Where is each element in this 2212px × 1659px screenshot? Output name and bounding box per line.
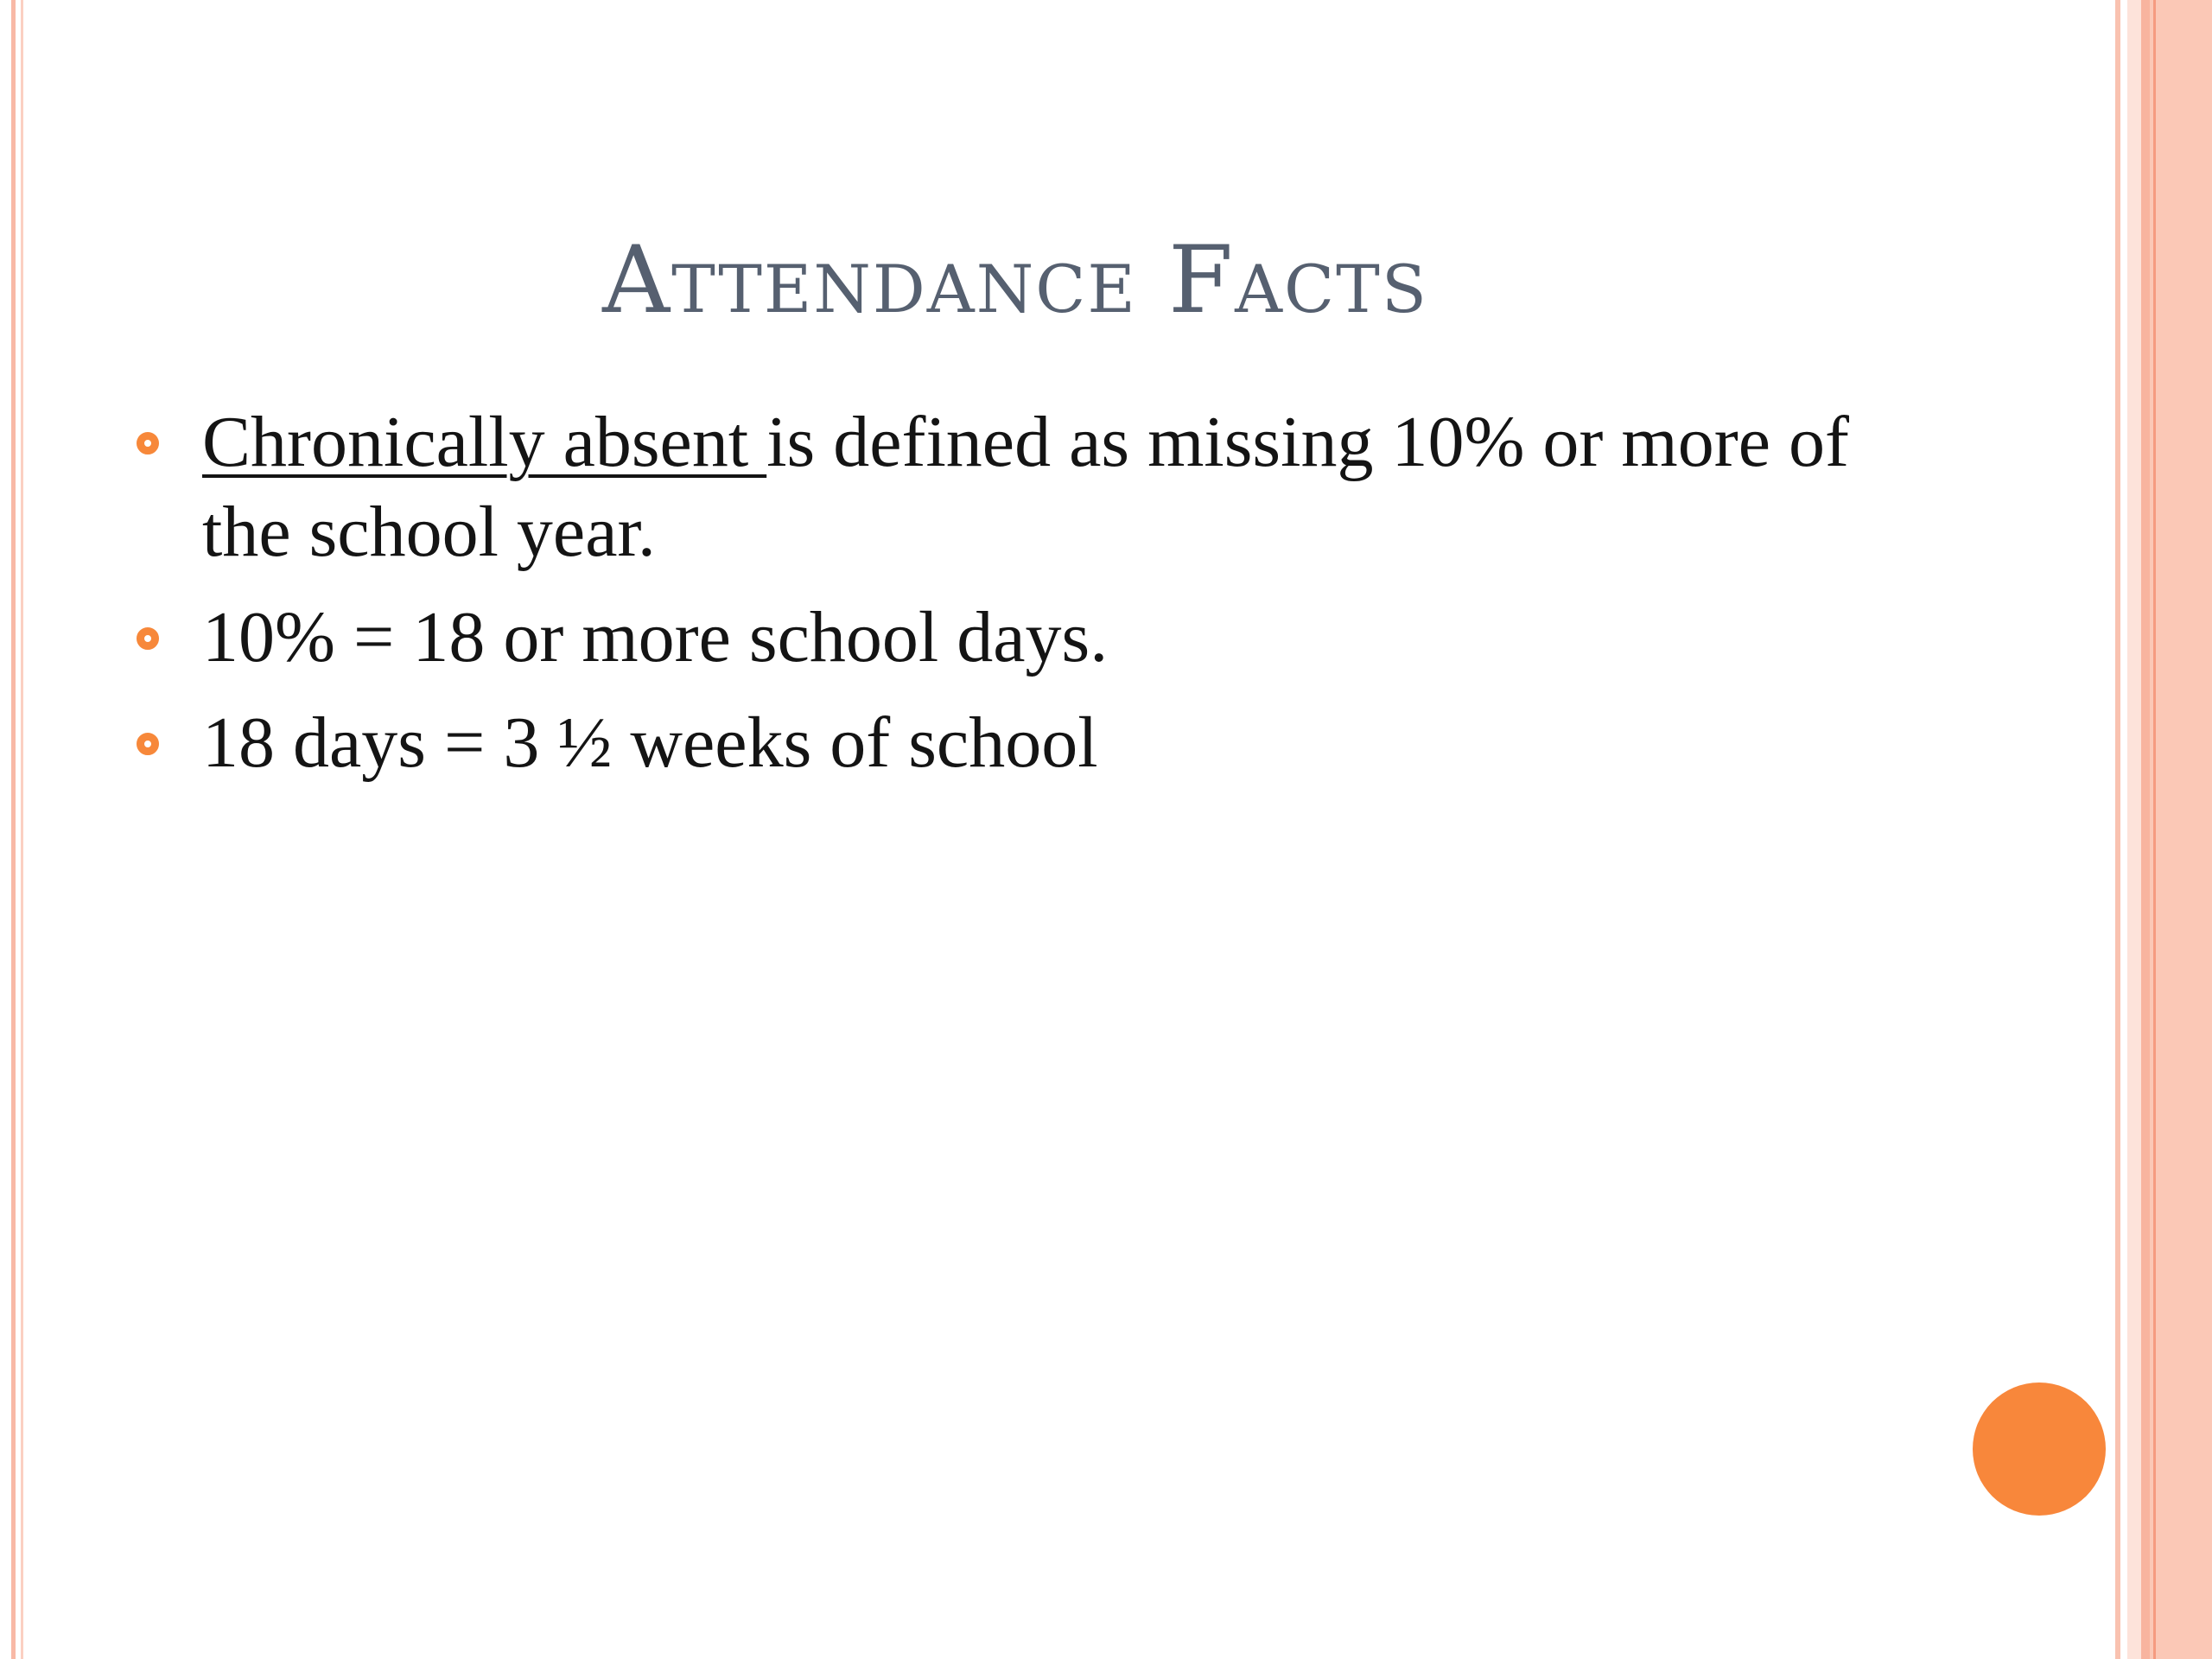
right-border-stripe — [2115, 0, 2120, 1659]
right-border-stripe — [2127, 0, 2141, 1659]
bullet-underlined-term: Chronically absent — [202, 402, 767, 482]
right-border-stripe — [2150, 0, 2212, 1659]
bullet-item — [130, 698, 1858, 788]
ring-bullet-icon — [137, 432, 159, 454]
right-border-stripe — [2141, 0, 2150, 1659]
slide-title: Attendance Facts — [602, 226, 1428, 334]
ring-bullet-icon — [137, 733, 159, 755]
bullet-text: is defined as missing 10% or more of the school year. — [202, 402, 1849, 572]
ring-bullet-icon — [137, 627, 159, 650]
right-border-stripe — [2153, 0, 2156, 1659]
bullet-list — [130, 397, 1858, 804]
bullet-item — [130, 397, 1858, 577]
bullet-text: 18 days = 3 ½ weeks of school — [202, 702, 1098, 783]
decorative-circle-icon — [1973, 1382, 2106, 1516]
bullet-text: 10% = 18 or more school days. — [202, 597, 1109, 677]
bullet-item — [130, 593, 1858, 683]
